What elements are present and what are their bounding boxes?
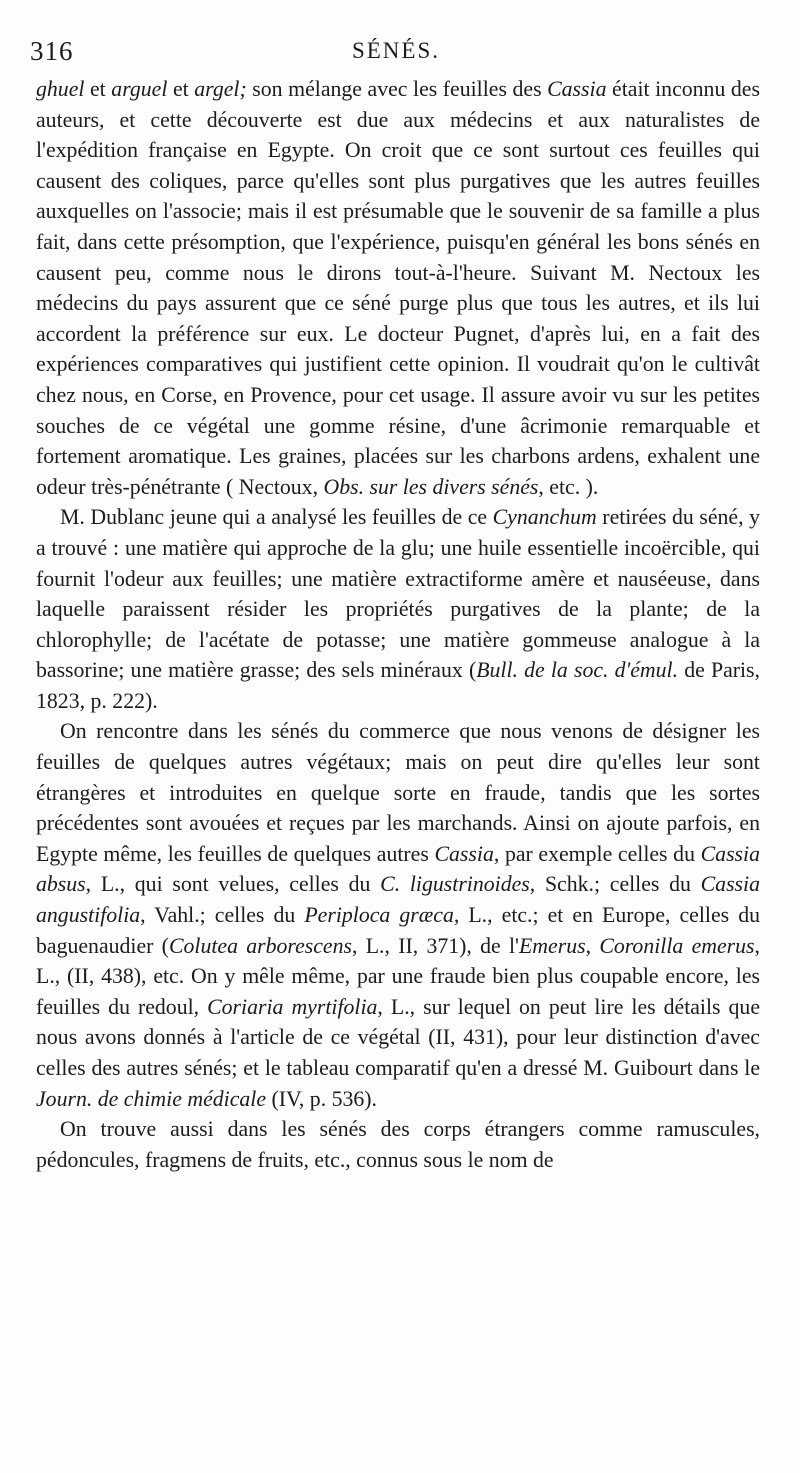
paragraph — [36, 716, 760, 1114]
page-header — [30, 36, 762, 76]
italic-text: Coronilla emerus — [599, 933, 755, 958]
italic-text: C. ligustrinoides — [380, 872, 530, 897]
italic-text: Periploca græca — [304, 903, 454, 928]
italic-text: Cassia angustifolia — [36, 872, 760, 928]
italic-text: Cassia absus — [36, 841, 760, 897]
text-run: , Schk.; celles du — [529, 872, 701, 897]
text-run: , Vahl.; celles du — [140, 903, 305, 928]
text-run: On trouve aussi dans les sénés des corps étrangers comme ramuscules, pédoncules, fragmens de fruits, etc., connus sous le nom de — [36, 1117, 760, 1172]
page-number: 316 — [30, 36, 74, 66]
italic-text: Emerus — [518, 933, 586, 958]
running-head: SÉNÉS. — [351, 38, 441, 63]
text-run: , L., etc.; et en Europe, celles du baguenaudier ( — [36, 903, 760, 958]
text-run: et — [84, 77, 112, 101]
text-run: , L., qui sont velues, celles du — [85, 872, 381, 897]
text-run: et — [167, 77, 195, 101]
italic-text: Obs. sur les divers sénés — [323, 474, 539, 499]
italic-text: Journ. de chimie médicale — [36, 1086, 266, 1111]
text-run: (IV, p. 536). — [266, 1086, 377, 1111]
italic-text: Coriaria myrtifolia — [207, 994, 378, 1019]
text-run: , — [585, 933, 600, 958]
text-run: On rencontre dans les sénés du commerce que nous venons de désigner les feuilles de quelques autres végétaux; mais on peut dire qu'elles leur sont étrangères et introduites en quelque sorte en fraude, tandis que les sortes précédentes sont avouées et reçues par les marchands. Ainsi on ajoute parfois, en Egypte même, les feuilles de quelques autres — [36, 719, 760, 866]
text-run: , L., sur lequel on peut lire les détails que nous avons donnés à l'article de ce végétal (II, 431), pour leur distinction d'avec celles des autres sénés; et le tableau comparatif qu'en a dressé M. Guibourt dans le — [36, 994, 761, 1080]
text-run: retirées du séné, y a trouvé : une matière qui approche de la glu; une huile essentielle incoërcible, qui fournit l'odeur aux feuilles; une matière extractiforme amère et nauséeuse, dans laquelle paraissent résider les propriétés purgatives de la plante; de la chlorophylle; de l'acétate de potasse; une matière gommeuse analogue à la bassorine; une matière grasse; des sels minéraux ( — [36, 505, 760, 683]
italic-text: arguel — [111, 77, 168, 101]
text-run: , L., (II, 438), etc. On y mêle même, par une fraude bien plus coupable encore, les feuilles du redoul, — [36, 933, 760, 1019]
text-run: , etc. ). — [538, 474, 599, 499]
body-text — [36, 74, 760, 1175]
text-run: était inconnu des auteurs, et cette découverte est due aux médecins et aux naturalistes de l'expédition française en Egypte. On croit que ce sont surtout ces feuilles qui causent des coliques, parce qu'elles sont plus purgatives que les autres feuilles auxquelles on l'associe; mais il est présumable que le souvenir de sa famille a plus fait, dans cette présomption, que l'expérience, puisqu'en général les bons sénés en causent peu, comme nous le dirons tout-à-l'heure. Suivant M. Nectoux les médecins du pays assurent que ce séné purge plus que tous les autres, et ils lui accordent la préférence sur eux. Le docteur Pugnet, d'après lui, en a fait des expériences comparatives qui justifient cette opinion. Il voudrait qu'on le cultivât chez nous, en Corse, en Provence, pour cet usage. Il assure avoir vu sur les petites souches de ce végétal une gomme résine, d'une âcrimonie remarquable et fortement aromatique. Les graines, placées sur les charbons ardens, exhalent une odeur très-pénétrante ( Nectoux, — [36, 77, 760, 499]
paragraph — [36, 74, 760, 502]
italic-text: Cynanchum — [492, 505, 597, 530]
italic-text: argel; — [194, 77, 247, 101]
text-run: , par exemple celles du — [493, 841, 701, 866]
italic-text: Colutea arborescens — [168, 933, 352, 958]
italic-text: ghuel — [36, 77, 85, 101]
text-run: de Paris, 1823, p. 222). — [36, 658, 760, 713]
paragraph — [36, 1114, 760, 1175]
text-run: son mélange avec les feuilles des — [246, 77, 548, 101]
text-run: M. Dublanc jeune qui a analysé les feuilles de ce — [60, 505, 493, 530]
italic-text: Bull. de la soc. d'émul. — [476, 658, 679, 683]
italic-text: Cassia — [547, 77, 607, 101]
text-run: , L., II, 371), de l' — [352, 933, 519, 958]
italic-text: Cassia — [434, 841, 494, 866]
paragraph — [36, 502, 760, 716]
